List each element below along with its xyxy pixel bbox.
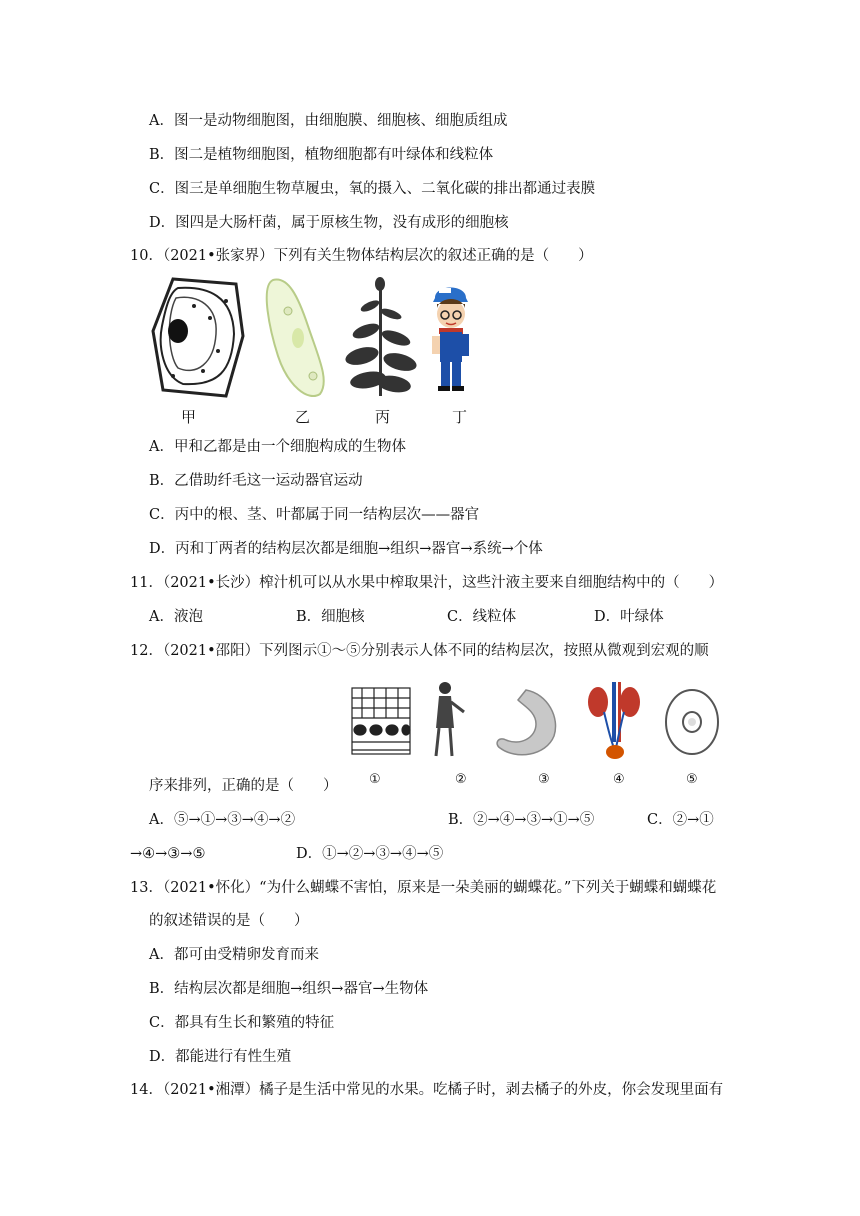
q13-option-b: B．结构层次都是细胞→组织→器官→生物体 [149, 981, 429, 997]
cell-illustration [666, 690, 718, 754]
stomach-illustration [497, 690, 555, 755]
q12-label-1: ① [369, 772, 381, 787]
q9-option-d: D．图四是大肠杆菌，属于原核生物，没有成形的细胞核 [149, 215, 509, 231]
q14-stem: 14．（2021•湘潭）橘子是生活中常见的水果。吃橘子时，剥去橘子的外皮，你会发现里面有 [130, 1082, 724, 1098]
q11-option-b: B．细胞核 [296, 609, 365, 625]
q9-option-a: A．图一是动物细胞图，由细胞膜、细胞核、细胞质组成 [149, 113, 508, 129]
q10-label-bing: 丙 [375, 408, 391, 426]
q12-option-c: C．②→① [647, 812, 714, 828]
woman-illustration [436, 682, 464, 756]
q12-stem: 12．（2021•邵阳）下列图示①～⑤分别表示人体不同的结构层次，按照从微观到宏观的顺 [130, 643, 709, 659]
tissue-illustration [352, 688, 410, 754]
q10-figure [148, 276, 498, 412]
q12-option-b: B．②→④→③→①→⑤ [448, 812, 595, 828]
q11-option-d: D．叶绿体 [594, 609, 664, 625]
q11-option-a: A．液泡 [149, 609, 203, 625]
q10-stem: 10．（2021•张家界）下列有关生物体结构层次的叙述正确的是（ ） [130, 248, 593, 264]
q13-stem: 13．（2021•怀化）“为什么蝴蝶不害怕，原来是一朵美丽的蝴蝶花。”下列关于蝴蝶和蝴蝶花 [130, 880, 717, 896]
q10-option-a: A．甲和乙都是由一个细胞构成的生物体 [149, 439, 406, 455]
q12-option-c-continued: →④→③→⑤ [130, 846, 206, 862]
q10-option-b: B．乙借助纤毛这一运动器官运动 [149, 473, 363, 489]
q11-option-c: C．线粒体 [447, 609, 517, 625]
q12-option-a: A．⑤→①→③→④→② [149, 812, 296, 828]
q13-option-c: C．都具有生长和繁殖的特征 [149, 1015, 335, 1031]
q11-stem: 11．（2021•长沙）榨汁机可以从水果中榨取果汁，这些汁液主要来自细胞结构中的（ ） [130, 575, 724, 591]
q12-option-d: D．①→②→③→④→⑤ [296, 846, 444, 862]
q12-label-5: ⑤ [686, 772, 698, 787]
q10-label-ding: 丁 [452, 408, 468, 426]
q10-label-yi: 乙 [295, 408, 311, 426]
paramecium-illustration [267, 279, 324, 396]
q10-label-jia: 甲 [181, 408, 197, 426]
q12-label-3: ③ [538, 772, 550, 787]
q13-option-a: A．都可由受精卵发育而来 [149, 947, 319, 963]
cartoon-person-illustration [432, 288, 469, 392]
q12-label-2: ② [455, 772, 467, 787]
plant-illustration [344, 277, 419, 396]
q13-stem-continued: 的叙述错误的是（ ） [149, 913, 309, 929]
q13-option-d: D．都能进行有性生殖 [149, 1049, 292, 1065]
q10-option-c: C．丙中的根、茎、叶都属于同一结构层次——器官 [149, 507, 480, 523]
q9-option-c: C．图三是单细胞生物草履虫，氧的摄入、二氧化碳的排出都通过表膜 [149, 181, 596, 197]
q12-stem-continued: 序来排列，正确的是（ ） [149, 778, 338, 794]
plant-cell-illustration [153, 279, 243, 396]
q9-option-b: B．图二是植物细胞图，植物细胞都有叶绿体和线粒体 [149, 147, 494, 163]
q12-figure [348, 678, 728, 768]
q12-label-4: ④ [613, 772, 625, 787]
urinary-system-illustration [588, 682, 640, 759]
q10-option-d: D．丙和丁两者的结构层次都是细胞→组织→器官→系统→个体 [149, 541, 543, 557]
